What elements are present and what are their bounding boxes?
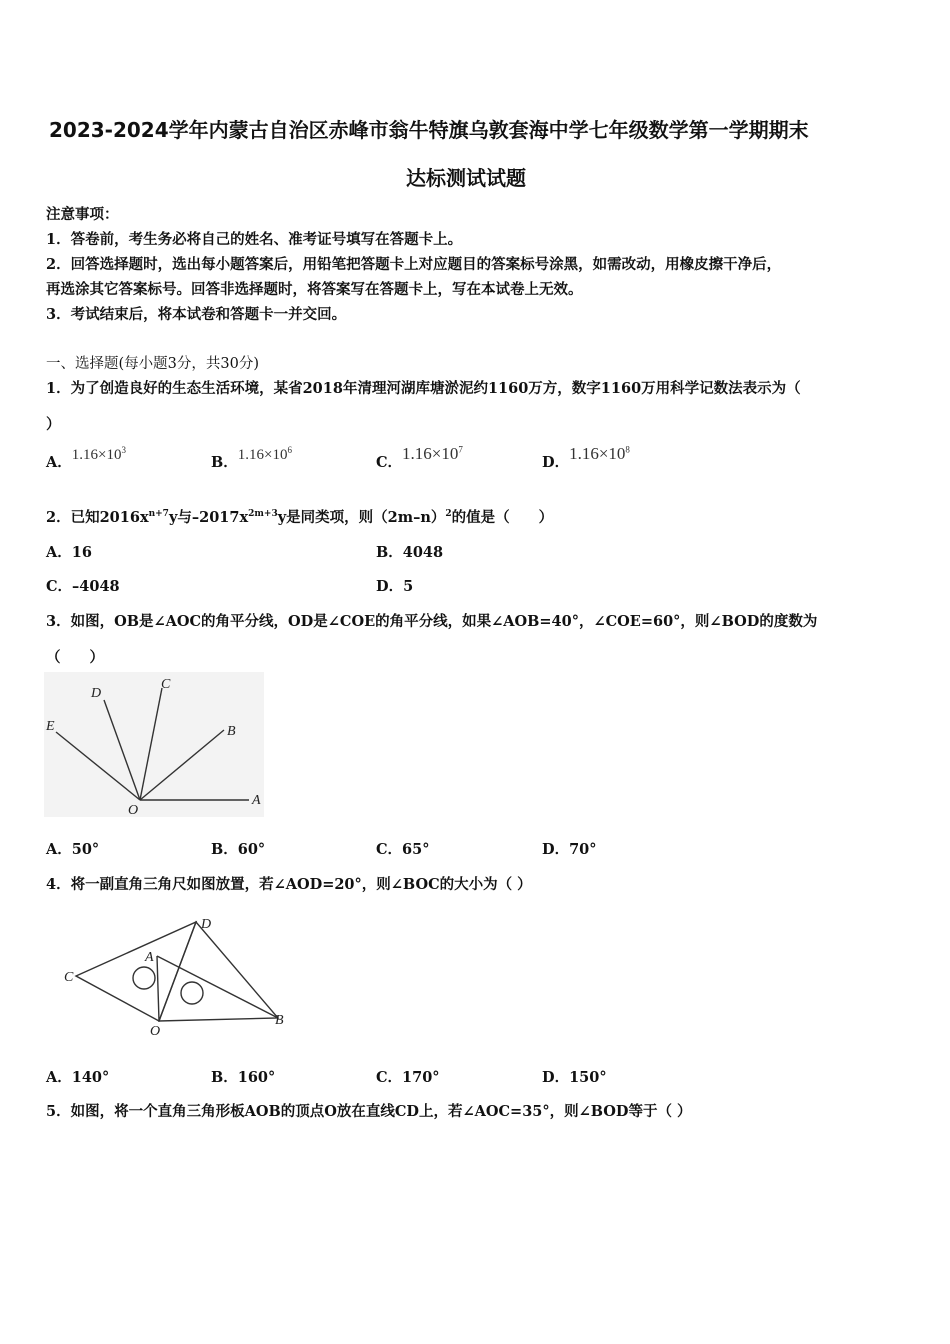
option-math: $1.16\times 10^7$	[402, 444, 463, 463]
triangle-obd	[159, 922, 278, 1021]
figure-background	[44, 672, 264, 817]
q3-option-d: D．70°	[542, 841, 597, 858]
segment-ab	[157, 956, 278, 1018]
option-label: C．	[376, 454, 403, 471]
page-title-line2: 达标测试试题	[406, 166, 526, 190]
q2-option-a: A．16	[46, 544, 92, 561]
question-2-text: 2．已知$2016x^{n+7}y$与$-2017x^{2m+3}y$是同类项，则$(2m-n)^2$的值是（ ）	[46, 509, 554, 526]
q2-option-b: B．4048	[376, 544, 444, 561]
label-b: B	[275, 1013, 284, 1028]
question-3-text: 3．如图，OB是∠AOC的角平分线，OD是∠COE的角平分线，如果∠AOB=40°，∠COE=60°，则∠BOD的度数为	[46, 613, 818, 630]
q1-option-c	[376, 444, 463, 472]
notice-item: 再选涂其它答案标号。回答非选择题时，将答案写在答题卡上，写在本试卷上无效。	[46, 281, 583, 298]
question-4-text: 4．将一副直角三角尺如图放置，若∠AOD=20°，则∠BOC的大小为（ ）	[46, 876, 532, 893]
label-o: O	[150, 1024, 161, 1038]
option-label: B．	[211, 454, 238, 471]
q1-option-b	[211, 445, 292, 472]
q1-option-a	[46, 445, 126, 472]
triangle-figure	[60, 908, 295, 1038]
q4-option-d: D．150°	[542, 1069, 607, 1086]
label-o: O	[128, 803, 139, 817]
option-math: $1.16\times 10^6$	[237, 445, 292, 463]
q4-option-a: A．140°	[46, 1069, 110, 1086]
question-1-text: 1．为了创造良好的生态生活环境，某省2018年清理河湖库塘淤泥约1160万方，数字1160万用科学记数法表示为（	[46, 380, 801, 397]
question-1-text-cont: ）	[46, 416, 61, 433]
label-b: B	[227, 724, 236, 739]
label-c: C	[161, 677, 171, 692]
option-label: A．	[46, 454, 72, 471]
q4-option-b: B．160°	[211, 1069, 276, 1086]
option-math: $1.16\times 10^3$	[71, 445, 126, 463]
label-a: A	[145, 950, 154, 965]
notice-item: 2．回答选择题时，选出每小题答案后，用铅笔把答题卡上对应题目的答案标号涂黑，如需改动，用橡皮擦干净后，	[46, 256, 782, 273]
angle-figure	[44, 672, 264, 817]
label-e: E	[46, 719, 55, 734]
hole-circle-left	[133, 967, 155, 989]
label-c: C	[64, 970, 74, 985]
section-heading: 一、选择题(每小题3分，共30分)	[46, 356, 259, 372]
q2-option-c: C．–4048	[46, 578, 120, 595]
notice-item: 1．答卷前，考生务必将自己的姓名、准考证号填写在答题卡上。	[46, 231, 463, 248]
q3-option-b: B．60°	[211, 841, 266, 858]
question-3-text-cont: （ ）	[46, 649, 104, 666]
notice-heading: 注意事项：	[46, 206, 119, 223]
segment-oa	[157, 956, 159, 1021]
option-label: D．	[542, 454, 570, 471]
q3-option-c: C．65°	[376, 841, 430, 858]
q1-option-d	[542, 444, 630, 472]
q4-option-c: C．170°	[376, 1069, 440, 1086]
notice-item: 3．考试结束后，将本试卷和答题卡一并交回。	[46, 306, 347, 323]
question-5-text: 5．如图，将一个直角三角形板AOB的顶点O放在直线CD上，若∠AOC=35°，则∠BOD等于（ ）	[46, 1103, 692, 1120]
label-d: D	[201, 917, 212, 932]
q2-option-d: D．5	[376, 578, 414, 595]
q3-option-a: A．50°	[46, 841, 100, 858]
label-d: D	[91, 686, 102, 701]
page-title: 2023-2024学年内蒙古自治区赤峰市翁牛特旗乌敦套海中学七年级数学第一学期期末	[49, 118, 809, 142]
hole-circle-right	[181, 982, 203, 1004]
label-a: A	[252, 793, 261, 808]
option-math: $1.16\times 10^8$	[569, 444, 630, 463]
